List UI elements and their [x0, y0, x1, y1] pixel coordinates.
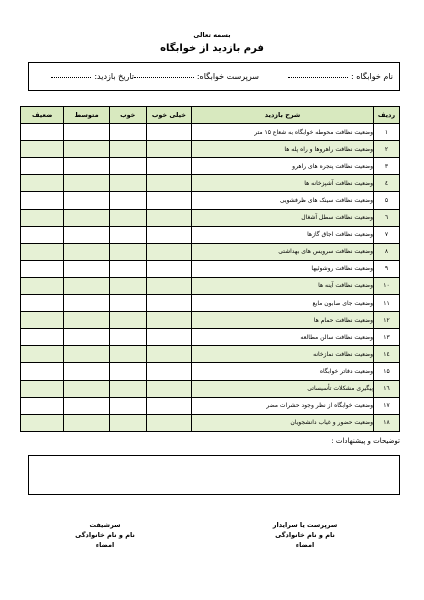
rating-cell-average[interactable] — [64, 243, 109, 260]
rating-cell-average[interactable] — [64, 312, 109, 329]
row-description: وضعیت نظافت سالن مطالعه — [192, 329, 374, 346]
rating-cell-very-good[interactable] — [146, 397, 191, 414]
rating-cell-average[interactable] — [64, 141, 109, 158]
rating-cell-average[interactable] — [64, 158, 109, 175]
row-description: وضعیت جای صابون مایع — [192, 295, 374, 312]
column-header-good: خوب — [109, 107, 146, 124]
rating-cell-average[interactable] — [64, 397, 109, 414]
rating-cell-average[interactable] — [64, 380, 109, 397]
rating-cell-good[interactable] — [109, 209, 146, 226]
table-row — [21, 414, 400, 431]
rating-cell-very-good[interactable] — [146, 243, 191, 260]
row-number: ۷ — [374, 226, 400, 243]
rating-cell-good[interactable] — [109, 124, 146, 141]
rating-cell-good[interactable] — [109, 363, 146, 380]
shift-supervisor-signature — [50, 520, 160, 550]
rating-cell-weak[interactable] — [21, 363, 64, 380]
rating-cell-very-good[interactable] — [146, 295, 191, 312]
row-number: ۱۸ — [374, 414, 400, 431]
row-number: ۱ — [374, 124, 400, 141]
visit-date-field[interactable] — [48, 72, 134, 81]
rating-cell-average[interactable] — [64, 209, 109, 226]
rating-cell-weak[interactable] — [21, 295, 64, 312]
row-description: وضعیت حضور و غیاب دانشجویان — [192, 414, 374, 431]
table-row — [21, 380, 400, 397]
rating-cell-very-good[interactable] — [146, 346, 191, 363]
rating-cell-good[interactable] — [109, 414, 146, 431]
rating-cell-very-good[interactable] — [146, 329, 191, 346]
table-row — [21, 277, 400, 294]
rating-cell-good[interactable] — [109, 141, 146, 158]
table-header-row — [21, 107, 400, 124]
rating-cell-weak[interactable] — [21, 346, 64, 363]
signature-sign: امضاء — [95, 541, 115, 549]
rating-cell-average[interactable] — [64, 124, 109, 141]
row-description: وضعیت نظافت سطل آشغال — [192, 209, 374, 226]
row-number: ۹ — [374, 260, 400, 277]
rating-cell-weak[interactable] — [21, 209, 64, 226]
row-number: ۱۷ — [374, 397, 400, 414]
rating-cell-good[interactable] — [109, 226, 146, 243]
table-row — [21, 312, 400, 329]
rating-cell-average[interactable] — [64, 363, 109, 380]
rating-cell-good[interactable] — [109, 380, 146, 397]
rating-cell-weak[interactable] — [21, 226, 64, 243]
dormitory-name-dots — [288, 76, 348, 78]
dormitory-name-field[interactable] — [285, 72, 393, 81]
rating-cell-very-good[interactable] — [146, 158, 191, 175]
row-description: وضعیت نظافت سرویس های بهداشتی — [192, 243, 374, 260]
row-description: وضعیت نظافت پنجره های راهرو — [192, 158, 374, 175]
row-description: وضعیت نظافت آشپزخانه ها — [192, 175, 374, 192]
table-row — [21, 243, 400, 260]
rating-cell-weak[interactable] — [21, 380, 64, 397]
rating-cell-weak[interactable] — [21, 175, 64, 192]
column-header-weak: ضعیف — [21, 107, 64, 124]
rating-cell-weak[interactable] — [21, 329, 64, 346]
column-header-average: متوسط — [64, 107, 109, 124]
rating-cell-good[interactable] — [109, 277, 146, 294]
table-row — [21, 397, 400, 414]
column-header-description: شرح بازدید — [192, 107, 374, 124]
rating-cell-weak[interactable] — [21, 141, 64, 158]
rating-cell-very-good[interactable] — [146, 141, 191, 158]
rating-cell-good[interactable] — [109, 243, 146, 260]
table-row — [21, 209, 400, 226]
rating-cell-very-good[interactable] — [146, 175, 191, 192]
row-description: وضعیت نظافت روشوئیها — [192, 260, 374, 277]
rating-cell-good[interactable] — [109, 192, 146, 209]
rating-cell-good[interactable] — [109, 295, 146, 312]
rating-cell-weak[interactable] — [21, 414, 64, 431]
signature-name: نام و نام خانوادگی — [275, 531, 335, 539]
rating-cell-average[interactable] — [64, 346, 109, 363]
table-row — [21, 260, 400, 277]
table-row — [21, 363, 400, 380]
rating-cell-good[interactable] — [109, 397, 146, 414]
row-number: ۲ — [374, 141, 400, 158]
row-description: وضعیت خوابگاه از نظر وجود حشرات مضر — [192, 397, 374, 414]
rating-cell-average[interactable] — [64, 295, 109, 312]
row-description: وضعیت دفاتر خوابگاه — [192, 363, 374, 380]
rating-cell-good[interactable] — [109, 329, 146, 346]
rating-cell-weak[interactable] — [21, 243, 64, 260]
signature-name: نام و نام خانوادگی — [75, 531, 135, 539]
table-row — [21, 124, 400, 141]
row-description: وضعیت نظافت حمام ها — [192, 312, 374, 329]
row-description: وضعیت نظافت سینک های ظرفشویی — [192, 192, 374, 209]
row-number: ۳ — [374, 158, 400, 175]
supervisor-dots — [134, 76, 194, 78]
rating-cell-average[interactable] — [64, 260, 109, 277]
notes-label: توضیحات و پیشنهادات : — [331, 437, 400, 445]
form-title: فرم بازدید از خوابگاه — [160, 43, 264, 54]
table-row — [21, 158, 400, 175]
row-number: ۱۳ — [374, 329, 400, 346]
rating-cell-very-good[interactable] — [146, 414, 191, 431]
row-description: وضعیت نظافت راهروها و راه پله ها — [192, 141, 374, 158]
bismillah-heading: بسمه تعالی — [193, 31, 231, 39]
dormitory-name-label: نام خوابگاه : — [351, 72, 393, 81]
rating-cell-average[interactable] — [64, 277, 109, 294]
row-description: وضعیت نظافت محوطه خوابگاه به شعاع ۱۵ متر — [192, 124, 374, 141]
column-header-very-good: خیلی خوب — [146, 107, 191, 124]
signature-sign: امضاء — [295, 541, 315, 549]
rating-cell-good[interactable] — [109, 312, 146, 329]
rating-cell-very-good[interactable] — [146, 260, 191, 277]
rating-cell-average[interactable] — [64, 192, 109, 209]
visit-table — [20, 106, 400, 432]
row-description: وضعیت نظافت نمازخانه — [192, 346, 374, 363]
supervisor-field[interactable] — [131, 72, 259, 81]
rating-cell-weak[interactable] — [21, 260, 64, 277]
rating-cell-weak[interactable] — [21, 124, 64, 141]
visit-date-dots — [51, 76, 91, 78]
table-row — [21, 346, 400, 363]
rating-cell-average[interactable] — [64, 175, 109, 192]
table-row — [21, 329, 400, 346]
rating-cell-very-good[interactable] — [146, 192, 191, 209]
rating-cell-average[interactable] — [64, 226, 109, 243]
table-row — [21, 141, 400, 158]
row-number: ۱۱ — [374, 295, 400, 312]
rating-cell-very-good[interactable] — [146, 209, 191, 226]
rating-cell-very-good[interactable] — [146, 380, 191, 397]
header-info-box — [28, 62, 400, 91]
rating-cell-weak[interactable] — [21, 192, 64, 209]
row-number: ۱٤ — [374, 346, 400, 363]
row-description: وضعیت نظافت آینه ها — [192, 277, 374, 294]
rating-cell-good[interactable] — [109, 158, 146, 175]
row-description: وضعیت نظافت اجاق گازها — [192, 226, 374, 243]
row-number: ۱٦ — [374, 380, 400, 397]
rating-cell-good[interactable] — [109, 346, 146, 363]
rating-cell-very-good[interactable] — [146, 277, 191, 294]
rating-cell-average[interactable] — [64, 329, 109, 346]
rating-cell-very-good[interactable] — [146, 124, 191, 141]
table-row — [21, 175, 400, 192]
row-number: ٤ — [374, 175, 400, 192]
rating-cell-weak[interactable] — [21, 397, 64, 414]
row-number: ٦ — [374, 209, 400, 226]
rating-cell-very-good[interactable] — [146, 226, 191, 243]
row-number: ۱۲ — [374, 312, 400, 329]
rating-cell-weak[interactable] — [21, 312, 64, 329]
row-number: ۸ — [374, 243, 400, 260]
row-description: پیگیری مشکلات تأسیساتی — [192, 380, 374, 397]
caretaker-signature — [250, 520, 360, 550]
row-number: ۱۰ — [374, 277, 400, 294]
table-row — [21, 295, 400, 312]
rating-cell-average[interactable] — [64, 414, 109, 431]
rating-cell-good[interactable] — [109, 175, 146, 192]
row-number: ۱۵ — [374, 363, 400, 380]
table-row — [21, 192, 400, 209]
rating-cell-weak[interactable] — [21, 158, 64, 175]
visit-date-label: تاریخ بازدید: — [94, 72, 134, 81]
signature-title: سرشیفت — [89, 521, 121, 529]
rating-cell-good[interactable] — [109, 260, 146, 277]
column-header-row-number: ردیف — [374, 107, 400, 124]
notes-box[interactable] — [28, 455, 400, 495]
table-row — [21, 226, 400, 243]
row-number: ۵ — [374, 192, 400, 209]
supervisor-label: سرپرست خوابگاه: — [196, 72, 259, 81]
rating-cell-very-good[interactable] — [146, 312, 191, 329]
rating-cell-weak[interactable] — [21, 277, 64, 294]
rating-cell-very-good[interactable] — [146, 363, 191, 380]
signature-title: سرپرست یا سرایدار — [272, 521, 338, 529]
